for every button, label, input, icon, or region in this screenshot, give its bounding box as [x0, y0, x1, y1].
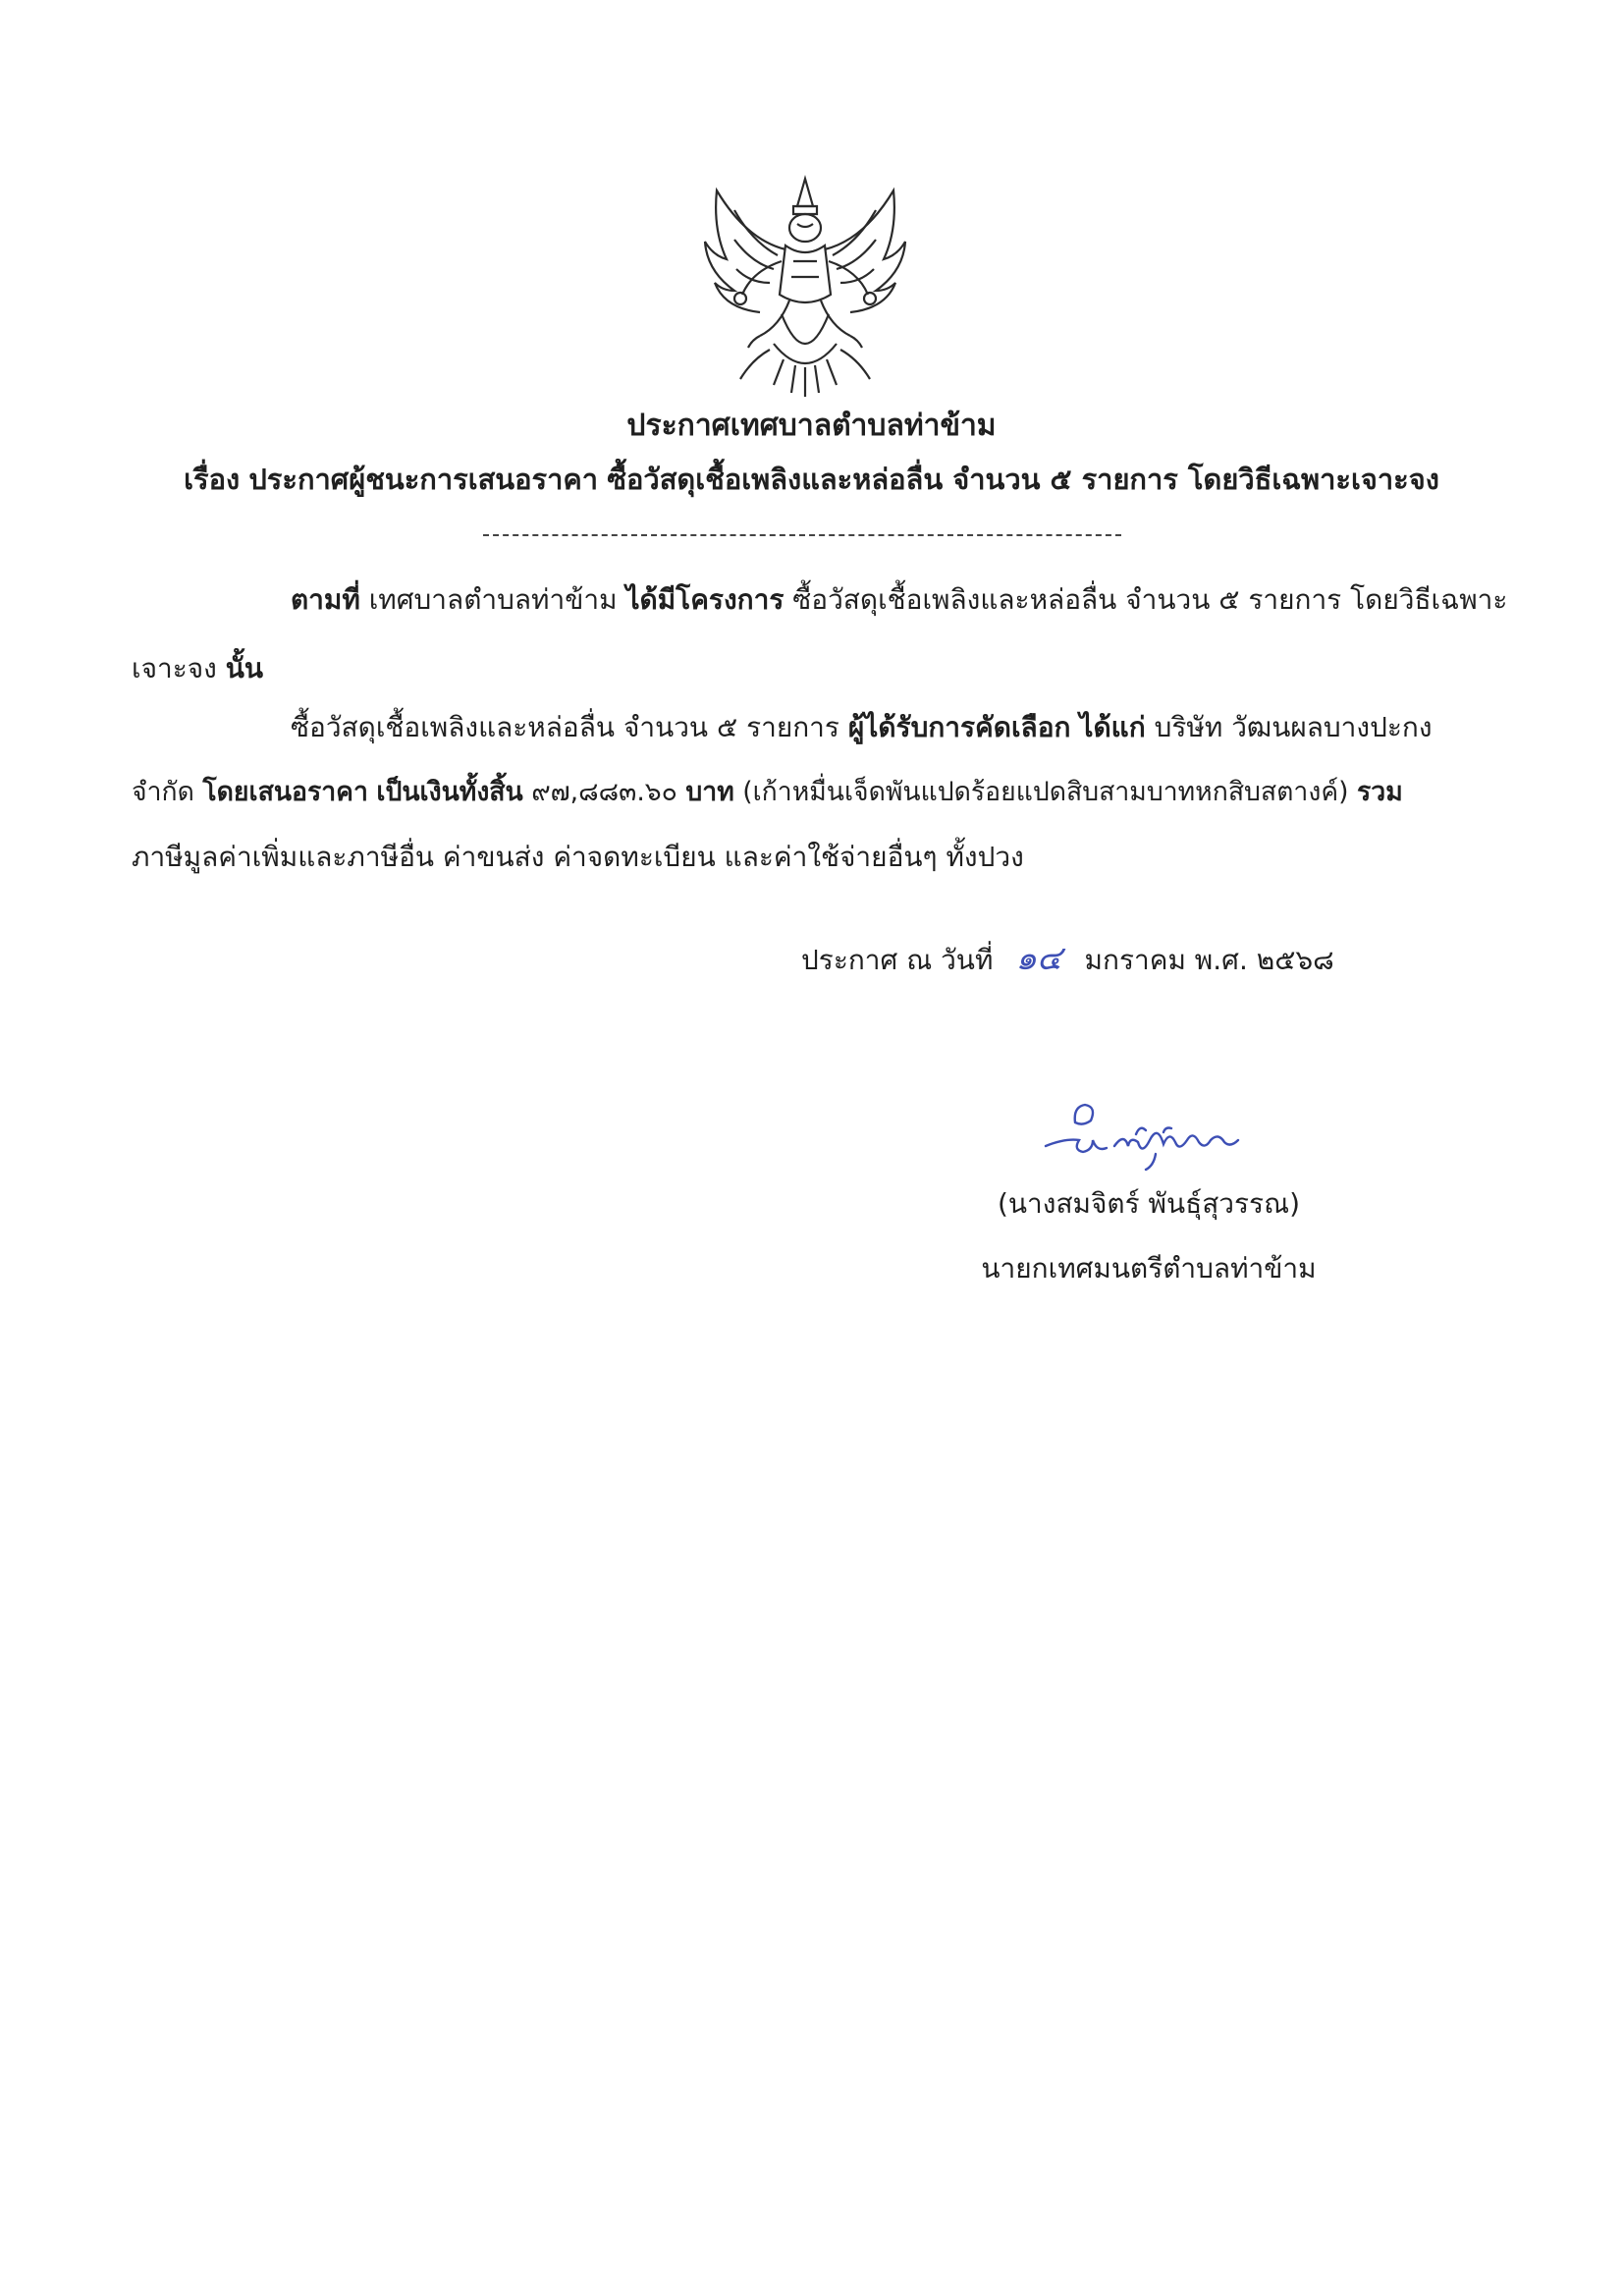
subject-rest: ซื้อวัสดุเชื้อเพลิงและหล่อลื่น จำนวน ๕ รายการ โดยวิธีเฉพาะเจาะจง [607, 463, 1439, 496]
p1-bold-1: ตามที่ [291, 583, 360, 616]
p2-text-c: จำกัด [132, 777, 194, 807]
subject-line [0, 458, 1623, 501]
p2-text-b: บริษัท วัฒนผลบางปะกง [1154, 711, 1433, 743]
date-day: ๑๔ [1015, 939, 1062, 978]
date-month-year: มกราคม พ.ศ. ๒๕๖๘ [1084, 944, 1334, 976]
p2-bold-4: เป็นเงินทั้งสิ้น [376, 777, 523, 807]
garuda-emblem-icon [687, 167, 923, 403]
signature-icon [1036, 1095, 1262, 1174]
subject-label: เรื่อง [184, 463, 241, 496]
p1-text-a: เทศบาลตำบลท่าข้าม [368, 583, 618, 616]
p2-bold-6: รวม [1356, 777, 1403, 807]
subject-bold: ประกาศผู้ชนะการเสนอราคา [248, 463, 599, 496]
paragraph-2-line-3 [132, 823, 1024, 892]
p1-bold-2: ได้มีโครงการ [625, 583, 784, 616]
p2-bold-2: ได้แก่ [1079, 711, 1146, 743]
p2-text-d: ภาษีมูลค่าเพิ่มและภาษีอื่น ค่าขนส่ง ค่าจดทะเบียน และค่าใช้จ่ายอื่นๆ ทั้งปวง [132, 841, 1024, 873]
date-prefix: ประกาศ ณ วันที่ [801, 944, 994, 976]
p2-bold-1: ผู้ได้รับการคัดเลือก [847, 711, 1071, 743]
signatory-name: (นางสมจิตร์ พันธุ์สุวรรณ) [997, 1187, 1300, 1220]
p1-text-c: เจาะจง [132, 652, 217, 684]
p2-bold-3: โดยเสนอราคา [202, 777, 368, 807]
p1-bold-3: นั้น [225, 652, 264, 684]
paragraph-2-line-1 [291, 693, 1433, 762]
p2-amount: ๙๗,๘๘๓.๖๐ [531, 777, 677, 807]
divider [483, 534, 1121, 536]
paragraph-1-line-1 [291, 566, 1507, 634]
paragraph-1-line-2 [132, 634, 263, 703]
p1-text-b: ซื้อวัสดุเชื้อเพลิงและหล่อลื่น จำนวน ๕ รายการ โดยวิธีเฉพาะ [792, 583, 1508, 616]
announcement-title: ประกาศเทศบาลตำบลท่าข้าม [626, 409, 997, 443]
signatory-position: นายกเทศมนตรีตำบลท่าข้าม [981, 1252, 1317, 1285]
p2-bold-5: บาท [685, 777, 734, 807]
p2-text-a: ซื้อวัสดุเชื้อเพลิงและหล่อลื่น จำนวน ๕ รายการ [291, 711, 839, 743]
paragraph-2-line-2 [132, 758, 1403, 827]
p2-amount-words: (เก้าหมื่นเจ็ดพันแปดร้อยแปดสิบสามบาทหกสิบสตางค์) [742, 777, 1349, 807]
date-line [801, 939, 1334, 980]
